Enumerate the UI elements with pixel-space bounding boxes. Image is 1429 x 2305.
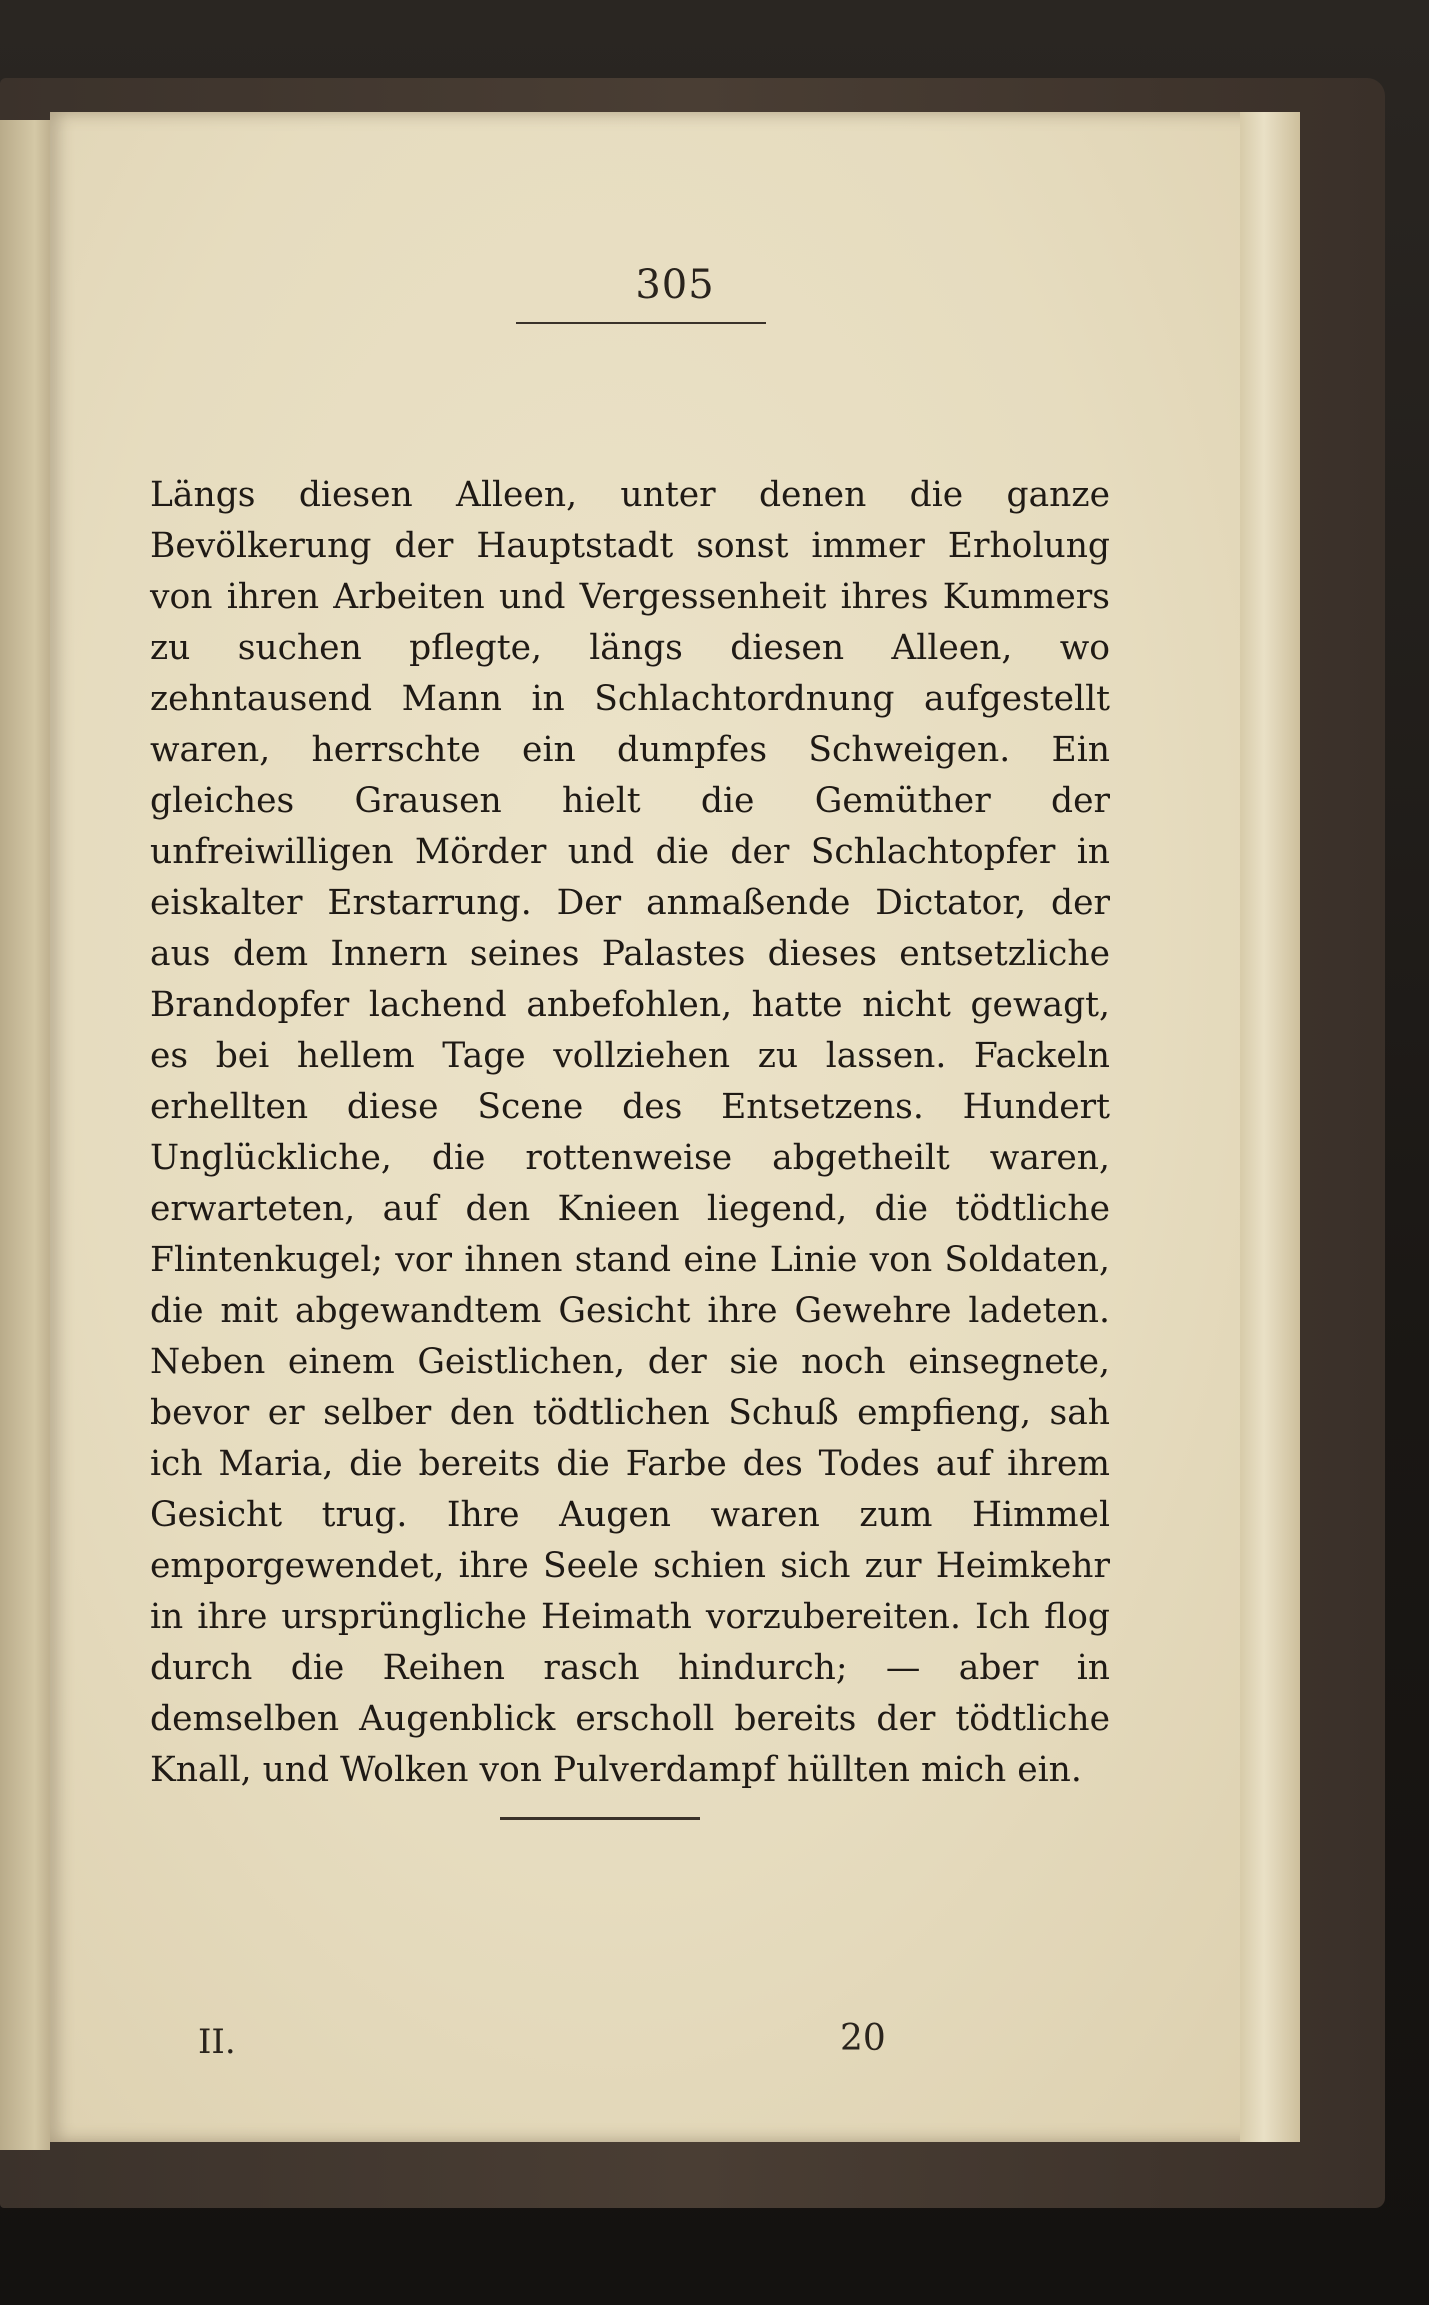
body-paragraph: Längs diesen Alleen, unter denen die ganze Bevölkerung der Hauptstadt sonst immer Erholung von ihren Arbeiten und Vergessenheit ihres Kummers zu suchen pflegte, längs diesen Alleen, wo zehntausend Mann in Schlachtordnung aufgestellt waren, herrschte ein dumpfes Schweigen. Ein gleiches Grausen hielt die Gemüther der unfreiwilligen Mörder und die der Schlachtopfer in eiskalter Erstarrung. Der anmaßende Dictator, der aus dem Innern seines Palastes dieses entsetzliche Brandopfer lachend anbefohlen, hatte nicht gewagt, es bei hellem Tage vollziehen zu lassen. Fackeln erhellten diese Scene des Entsetzens. Hundert Unglückliche, die rottenweise abgetheilt waren, erwarteten, auf den Knieen liegend, die tödtliche Flintenkugel; vor ihnen stand eine Linie von Soldaten, die mit abgewandtem Gesicht ihre Gewehre ladeten. Neben einem Geistlichen, der sie noch einsegnete, bevor er selber den tödtlichen Schuß empfieng, sah ich Maria, die bereits die Farbe des Todes auf ihrem Gesicht trug. Ihre Augen waren zum Himmel emporgewendet, ihre Seele schien sich zur Heimkehr in ihre ursprüngliche Heimath vorzubereiten. Ich flog durch die Reihen rasch hindurch; — aber in demselben Augenblick erscholl bereits der tödtliche Knall, und Wolken von Pulverdampf hüllten mich ein. — [150, 475, 1110, 1790]
header-rule — [516, 322, 766, 324]
page-stack-edge — [1240, 112, 1300, 2142]
signature-mark: II. — [198, 2022, 236, 2062]
end-rule — [500, 1817, 700, 1820]
left-page-edge — [0, 120, 50, 2150]
book-page — [50, 112, 1300, 2142]
page-number: 305 — [635, 262, 715, 308]
signature-number: 20 — [840, 2018, 886, 2059]
